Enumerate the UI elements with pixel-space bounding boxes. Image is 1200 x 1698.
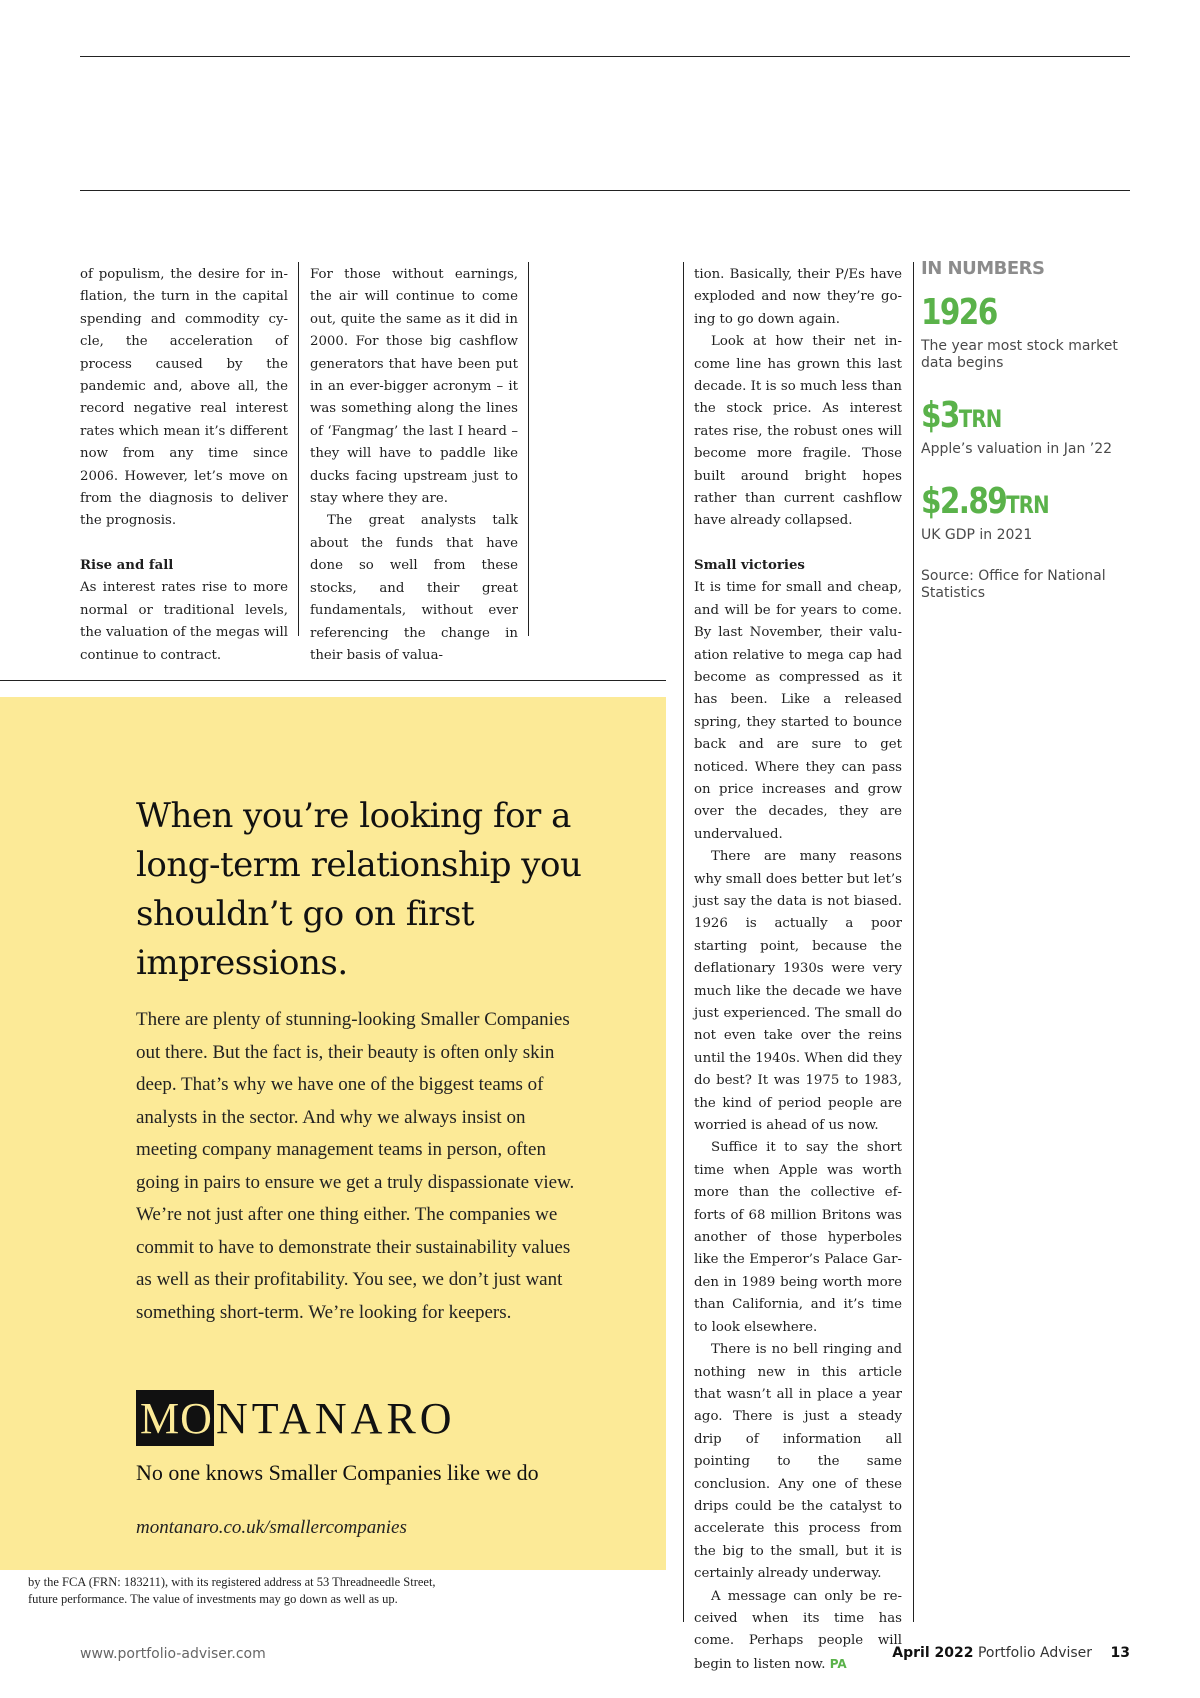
article-column-3 (694, 264, 902, 1676)
stat-caption: Apple’s valuation in Jan ’22 (921, 441, 1113, 457)
logo-wordmark: NTANARO (216, 1393, 456, 1443)
subheading-rise-and-fall: Rise and fall (80, 557, 174, 573)
header-rule (80, 190, 1130, 191)
stat-caption: The year most stock market data begins (921, 338, 1118, 371)
paragraph: There are many reasons why small does better but let’s just say the data is not biased. 1926 is actually a poor starting point, because the deflationary 1930s were very much like the decade we have just experienced. The small do not even take over the reins until the 1940s. When did they do best? It was 1975 to 1983, the kind of period people are worried is ahead of us now. (694, 849, 903, 1134)
stat-value: $2.89TRN (921, 481, 1049, 522)
column-divider (528, 262, 529, 636)
paragraph: Look at how their net income line has grown this last decade. It is so much less than the stock price. As interest rates rise, the robust ones will become more fragile. Those built around bright hopes rather than current cashflow have already collapsed. (694, 334, 902, 529)
logo-mark: MO (136, 1390, 214, 1446)
sidebar-divider (913, 262, 914, 1622)
stat-value: 1926 (921, 292, 997, 333)
footer-issue-date: April 2022 (892, 1645, 974, 1661)
sidebar-source: Source: Office for National Statistics (921, 568, 1106, 601)
ad-top-rule (0, 680, 666, 681)
column-divider (298, 262, 299, 636)
article-column-2 (310, 264, 518, 667)
paragraph: It is time for small and cheap, and will be for years to come. By last November, their valuation relative to mega cap had become as compressed as it has been. Like a released spring, they started to bounce back and are sure to get noticed. Where they can pass on price increases and grow over the decades, they are undervalued. (694, 580, 902, 842)
ad-body-copy: There are plenty of stunning-looking Smaller Companies out there. But the fact is, their beauty is often only skin deep. That’s why we have one of the biggest teams of analysts in the sector. And why we always insist on meeting company management teams in person, often going in pairs to ensure we get a truly dispassionate view. We’re not just after one thing either. The companies we commit to have to demonstrate their sustainability values as well as their profitability. You see, we don’t just want something short-term. We’re looking for keepers. (136, 1009, 575, 1323)
ad-tagline: No one knows Smaller Companies like we do (136, 1460, 539, 1485)
top-rule (80, 56, 1130, 57)
ad-disclaimer: by the FCA (FRN: 183211), with its registered address at 53 Threadneedle Street, future performance. The value of investments may go down as well as up. (28, 1575, 436, 1606)
paragraph: For those without earnings, the air will continue to come out, quite the same as it did in 2000. For those big cashflow generators that have been put in an ever-bigger acronym – it was something along the lines of ‘Fangmag’ the last I heard – they will have to paddle like ducks facing upstream just to stay where they are. (310, 267, 518, 507)
stat-caption: UK GDP in 2021 (921, 527, 1033, 543)
paragraph: of populism, the desire for inflation, the turn in the capital spending and commodity cycle, the acceleration of process caused by the pandemic and, above all, the record negative real interest rates which mean it’s different now from any time since 2006. However, let’s move on from the diagnosis to deliver the prognosis. (80, 267, 288, 529)
footer-magazine-name: Portfolio Adviser (977, 1645, 1093, 1661)
ad-headline: When you’re looking for a long-term relationship you shouldn’t go on first impressions. (136, 796, 582, 983)
column-divider (683, 262, 684, 1622)
in-numbers-sidebar (921, 258, 1141, 602)
paragraph: The great analysts talk about the funds that have done so well from these stocks, and their great fundamentals, without ever referencing the change in their basis of valua- (310, 513, 518, 663)
stat-value: $3TRN (921, 395, 1002, 436)
paragraph: As interest rates rise to more normal or traditional levels, the valuation of the megas will continue to contract. (80, 580, 288, 663)
montanaro-advertisement (0, 697, 666, 1570)
page-number: 13 (1110, 1645, 1130, 1661)
article-column-1 (80, 264, 288, 667)
signoff-mark: PA (829, 1656, 847, 1671)
paragraph (694, 1586, 902, 1677)
closing-text: A message can only be received when its time has come. Perhaps people will begin to listen now. (694, 1588, 902, 1672)
footer-website[interactable]: www.portfolio-adviser.com (80, 1646, 266, 1662)
montanaro-logo (136, 1390, 456, 1446)
ad-url[interactable]: montanaro.co.uk/smallercompanies (136, 1517, 407, 1538)
paragraph: There is no bell ringing and nothing new in this article that wasn’t all in place a year ago. There is just a steady drip of information all pointing to the same conclusion. Any one of these drips could be the catalyst to accelerate this process from the big to the small, but it is certainly already underway. (694, 1342, 902, 1582)
sidebar-heading: IN NUMBERS (921, 258, 1045, 279)
footer-issue-info (892, 1645, 1130, 1661)
subheading-small-victories: Small victories (694, 557, 805, 573)
paragraph: Suffice it to say the short time when Apple was worth more than the collective efforts of 68 million Britons was another of those hyperboles like the Emperor’s Palace Garden in 1989 being worth more than California, and it’s time to look elsewhere. (694, 1140, 902, 1335)
paragraph: tion. Basically, their P/Es have exploded and now they’re going to go down again. (694, 267, 902, 327)
